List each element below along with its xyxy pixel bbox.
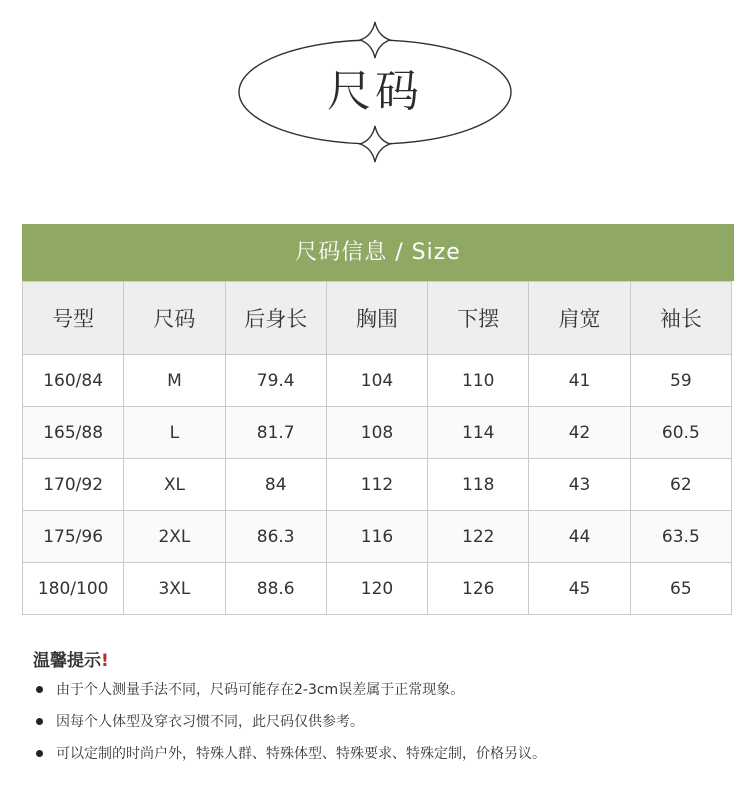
table-cell: 65 — [630, 563, 731, 615]
table-row — [23, 563, 732, 615]
column-header-size: 尺码 — [124, 282, 225, 355]
table-cell: 59 — [630, 355, 731, 407]
table-cell: 160/84 — [23, 355, 124, 407]
table-cell: 2XL — [124, 511, 225, 563]
column-header-size-type: 号型 — [23, 282, 124, 355]
table-cell: 88.6 — [225, 563, 326, 615]
table-cell: 81.7 — [225, 407, 326, 459]
size-table — [22, 281, 732, 615]
column-header-sleeve: 袖长 — [630, 282, 731, 355]
table-row — [23, 355, 732, 407]
notes-title-text: 温馨提示 — [33, 651, 101, 671]
notes-title-mark: ! — [101, 651, 109, 671]
table-cell: 170/92 — [23, 459, 124, 511]
table-cell: 79.4 — [225, 355, 326, 407]
table-cell: 108 — [326, 407, 427, 459]
table-cell: M — [124, 355, 225, 407]
table-cell: L — [124, 407, 225, 459]
table-cell: 63.5 — [630, 511, 731, 563]
table-cell: 62 — [630, 459, 731, 511]
note-text: 因每个人体型及穿衣习惯不同，此尺码仅供参考。 — [56, 714, 364, 730]
table-header-row — [23, 282, 732, 355]
table-cell: 86.3 — [225, 511, 326, 563]
table-row — [23, 511, 732, 563]
column-header-back-length: 后身长 — [225, 282, 326, 355]
note-text: 可以定制的时尚户外，特殊人群、特殊体型、特殊要求、特殊定制，价格另议。 — [56, 746, 546, 762]
table-cell: 114 — [428, 407, 529, 459]
table-cell: 44 — [529, 511, 630, 563]
notes-title — [33, 646, 109, 671]
table-cell: 84 — [225, 459, 326, 511]
table-cell: 175/96 — [23, 511, 124, 563]
bullet-dot-icon — [36, 718, 43, 725]
table-cell: 116 — [326, 511, 427, 563]
table-cell: 43 — [529, 459, 630, 511]
table-cell: 120 — [326, 563, 427, 615]
size-info-header: 尺码信息 / Size — [22, 224, 734, 281]
sparkle-star-icon — [360, 22, 390, 58]
sparkle-star-icon — [360, 126, 390, 162]
table-cell: 3XL — [124, 563, 225, 615]
column-header-hem: 下摆 — [428, 282, 529, 355]
note-item — [36, 712, 364, 732]
note-item — [36, 744, 546, 764]
table-cell: 118 — [428, 459, 529, 511]
table-cell: 180/100 — [23, 563, 124, 615]
note-item — [36, 680, 464, 700]
table-cell: 126 — [428, 563, 529, 615]
note-text: 由于个人测量手法不同，尺码可能存在2-3cm误差属于正常现象。 — [56, 682, 465, 698]
table-cell: 104 — [326, 355, 427, 407]
column-header-shoulder: 肩宽 — [529, 282, 630, 355]
bullet-dot-icon — [36, 750, 43, 757]
table-row — [23, 407, 732, 459]
table-cell: 45 — [529, 563, 630, 615]
table-cell: XL — [124, 459, 225, 511]
table-cell: 42 — [529, 407, 630, 459]
table-cell: 60.5 — [630, 407, 731, 459]
bullet-dot-icon — [36, 686, 43, 693]
table-row — [23, 459, 732, 511]
page-title: 尺码 — [327, 66, 423, 117]
column-header-chest: 胸围 — [326, 282, 427, 355]
table-cell: 112 — [326, 459, 427, 511]
table-cell: 122 — [428, 511, 529, 563]
table-cell: 165/88 — [23, 407, 124, 459]
table-cell: 41 — [529, 355, 630, 407]
table-cell: 110 — [428, 355, 529, 407]
